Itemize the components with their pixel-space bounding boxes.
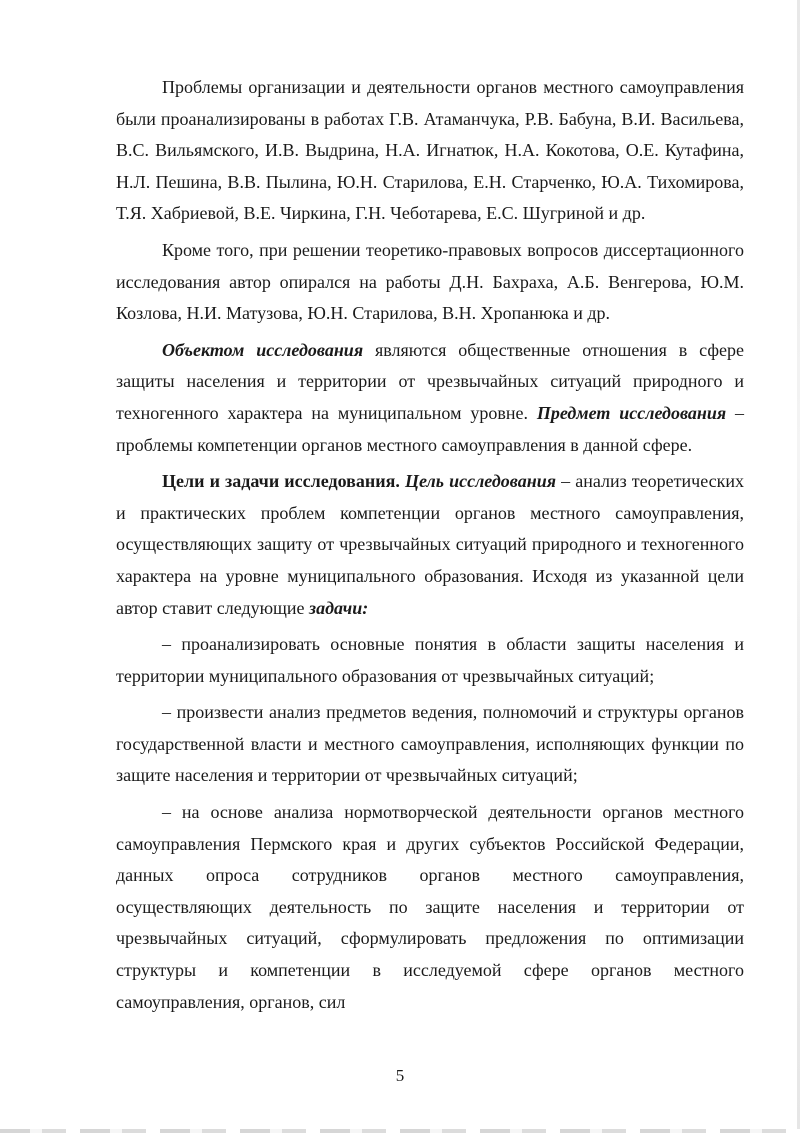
object-label: Объектом исследования	[162, 339, 364, 360]
paragraph-prior-research: Проблемы организации и деятельности органов местного самоуправления были проанализированы в работах Г.В. Атаманчука, Р.В. Бабуна, В.И. Васильева, В.С. Вильямского, И.В. Выдрина, Н.А. Игнатюк, Н.А. Кокотова, О.Е. Кутафина, Н.Л. Пешина, В.В. Пылина, Ю.Н. Старилова, Е.Н. Старченко, Ю.А. Тихомирова, Т.Я. Хабриевой, В.Е. Чиркина, Г.Н. Чеботарева, Е.С. Шугриной и др.	[116, 77, 744, 224]
paragraph-theoretical-basis: Кроме того, при решении теоретико-правовых вопросов диссертационного исследования автор опирался на работы Д.Н. Бахраха, А.Б. Венгерова, Ю.М. Козлова, Н.И. Матузова, Ю.Н. Старилова, В.Н. Хропанюка и др.	[116, 239, 744, 324]
paragraph-object-subject	[116, 335, 744, 461]
paragraph-goals-tasks	[116, 466, 744, 624]
goal-label: Цель исследования	[404, 471, 556, 492]
task-item-1: – проанализировать основные понятия в области защиты населения и территории муниципального образования от чрезвычайных ситуаций;	[116, 634, 744, 686]
tasks-label: задачи:	[309, 597, 369, 618]
task-item-3: – на основе анализа нормотворческой деятельности органов местного самоуправления Пермского края и других субъектов Российской Федерации, данных опроса сотрудников органов местного самоуправления, осуществляющих деятельность по защите населения и территории от чрезвычайных ситуаций, сформулировать предложения по оптимизации структуры и компетенции в исследуемой сфере органов местного самоуправления, органов, сил	[116, 802, 744, 1012]
goals-heading: Цели и задачи исследования.	[162, 471, 400, 492]
goal-text: – анализ теоретических и практических проблем компетенции органов местного самоуправления, осуществляющих защиту от чрезвычайных ситуаций природного и техногенного характера на уровне муниципального образования. Исходя из указанной цели автор ставит следующие	[116, 471, 745, 618]
page-number: 5	[395, 1066, 405, 1085]
task-item-2: – произвести анализ предметов ведения, полномочий и структуры органов государственной власти и местного самоуправления, исполняющих функции по защите населения и территории от чрезвычайных ситуаций;	[116, 702, 744, 786]
body-text	[116, 72, 744, 1023]
object-text: являются общественные отношения в сфере защиты населения и территории от чрезвычайных ситуаций природного и техногенного характера на муниципальном уровне.	[116, 339, 744, 423]
subject-text: – проблемы компетенции органов местного самоуправления в данной сфере.	[116, 402, 745, 455]
subject-label: Предмет исследования	[536, 402, 727, 423]
scan-edge-bottom	[0, 1129, 800, 1133]
